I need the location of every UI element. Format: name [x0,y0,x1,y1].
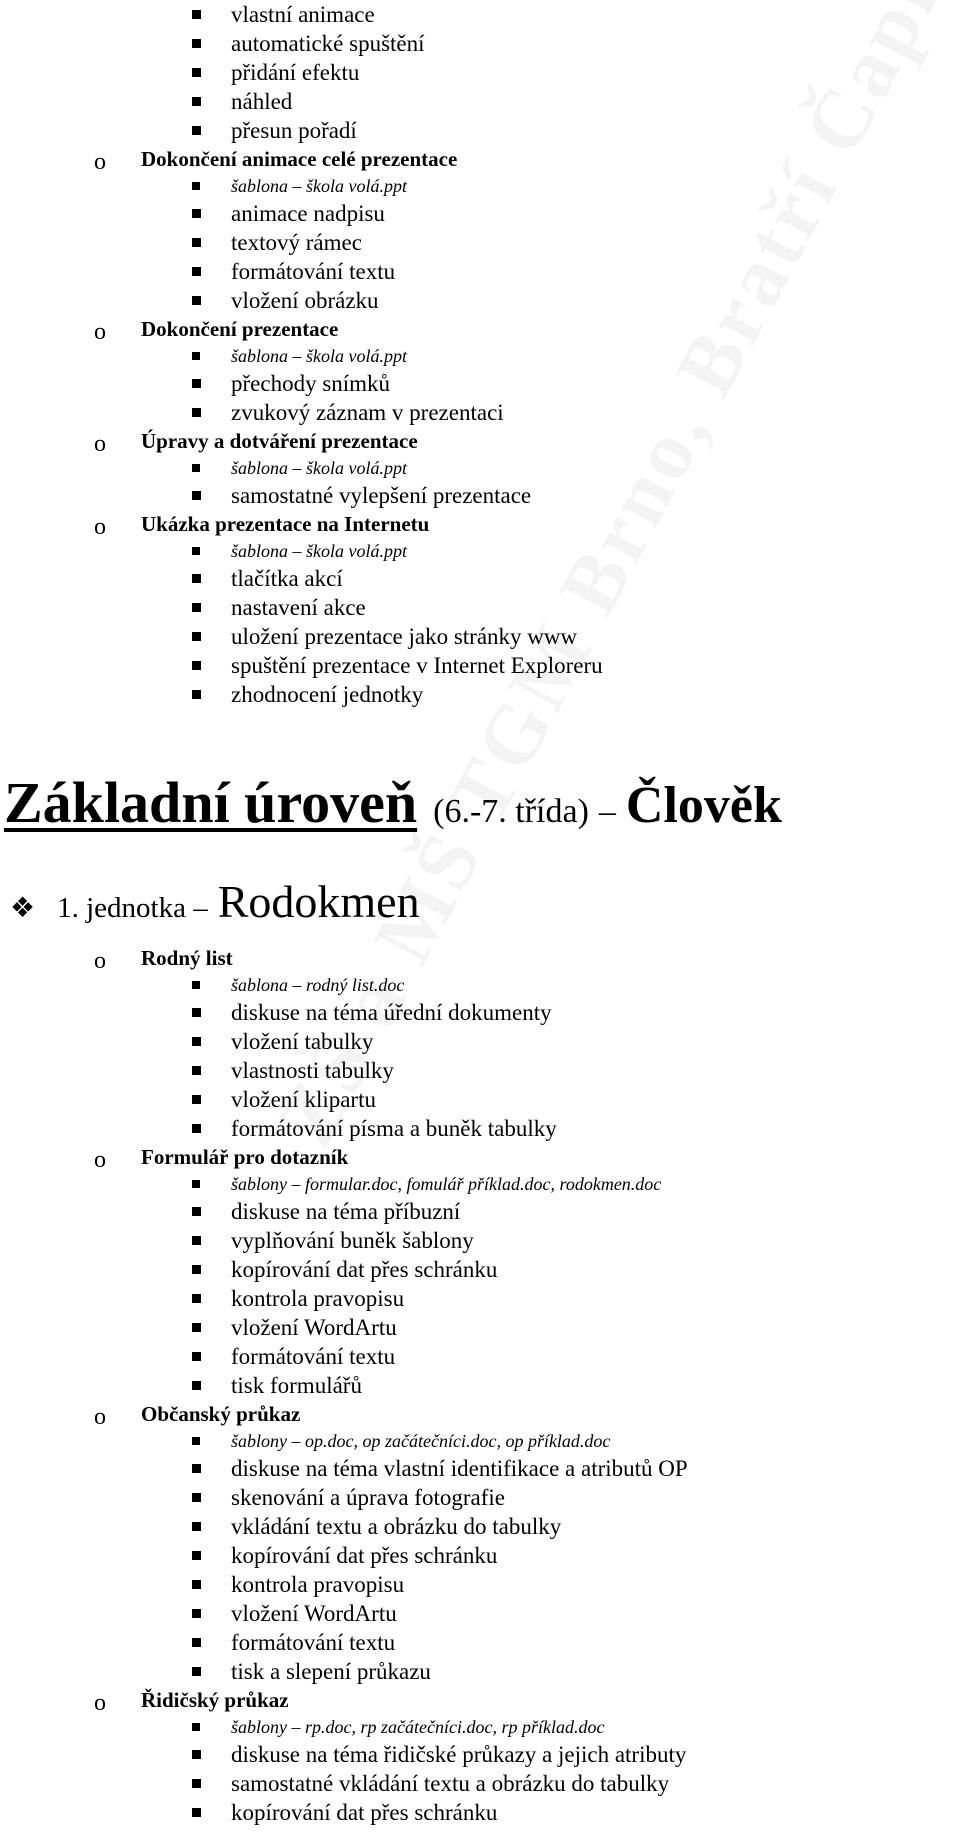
item-text: vložení klipartu [231,1087,376,1112]
section-heading [0,1143,960,1172]
item-text: automatické spuštění [231,31,425,56]
square-bullet-icon [192,379,201,388]
list-item [0,1114,960,1143]
square-bullet-icon [192,690,201,699]
outline-list-unit [0,944,960,1827]
list-item [0,1798,960,1827]
list-item [0,1657,960,1686]
list-item [0,1226,960,1255]
item-text: formátování textu [231,1344,396,1369]
circle-bullet-icon: o [94,514,106,540]
list-item [0,651,960,680]
square-bullet-icon [192,1808,201,1817]
square-bullet-icon [192,981,200,989]
square-bullet-icon [192,1066,201,1075]
square-bullet-icon [192,1236,201,1245]
level-title: Základní úroveň [4,770,418,835]
item-text: diskuse na téma příbuzní [231,1199,461,1224]
list-item [0,564,960,593]
item-text: Ukázka prezentace na Internetu [141,512,430,536]
square-bullet-icon [192,1638,201,1647]
section-heading [0,944,960,973]
square-bullet-icon [192,267,201,276]
square-bullet-icon [192,10,201,19]
item-text: tisk formulářů [231,1373,362,1398]
item-text: šablona – škola volá.ppt [231,176,407,196]
list-item [0,87,960,116]
item-text: Občanský průkaz [141,1402,301,1426]
template-file-item [0,973,960,998]
circle-bullet-icon: o [94,948,106,974]
item-text: skenování a úprava fotografie [231,1485,505,1510]
item-text: náhled [231,89,293,114]
square-bullet-icon [192,97,201,106]
item-text: šablony – rp.doc, rp začátečníci.doc, rp příklad.doc [231,1717,605,1737]
template-file-item [0,174,960,199]
square-bullet-icon [192,1609,201,1618]
grade-range: (6.-7. třída) [433,793,589,830]
item-text: kontrola pravopisu [231,1286,405,1311]
item-text: šablona – škola volá.ppt [231,541,407,561]
square-bullet-icon [192,1437,200,1445]
square-bullet-icon [192,1008,201,1017]
item-text: vlastní animace [231,2,375,27]
section-heading [0,1686,960,1715]
item-text: zvukový záznam v prezentaci [231,400,504,425]
item-text: diskuse na téma úřední dokumenty [231,1000,552,1025]
square-bullet-icon [192,1265,201,1274]
list-item [0,29,960,58]
square-bullet-icon [192,1580,201,1589]
section-heading [0,427,960,456]
item-text: animace nadpisu [231,201,385,226]
square-bullet-icon [192,408,201,417]
item-text: uložení prezentace jako stránky www [231,624,578,649]
list-item [0,1284,960,1313]
item-text: kontrola pravopisu [231,1572,405,1597]
square-bullet-icon [192,1464,201,1473]
item-text: textový rámec [231,230,362,255]
level-heading [4,768,782,838]
topic-title: Člověk [625,777,782,834]
list-item [0,0,960,29]
square-bullet-icon [192,1723,200,1731]
list-item [0,1313,960,1342]
item-text: Úpravy a dotváření prezentace [141,429,418,453]
list-item [0,199,960,228]
square-bullet-icon [192,352,200,360]
list-item [0,1769,960,1798]
item-text: tisk a slepení průkazu [231,1659,431,1684]
template-file-item [0,539,960,564]
diamond-bullet-icon: ❖ [10,893,36,924]
list-item [0,1056,960,1085]
square-bullet-icon [192,1124,201,1133]
list-item [0,1454,960,1483]
item-text: vkládání textu a obrázku do tabulky [231,1514,562,1539]
list-item [0,116,960,145]
square-bullet-icon [192,632,201,641]
item-text: šablony – op.doc, op začátečníci.doc, op příklad.doc [231,1431,611,1451]
square-bullet-icon [192,1522,201,1531]
list-item [0,481,960,510]
item-text: formátování písma a buněk tabulky [231,1116,557,1141]
square-bullet-icon [192,574,201,583]
item-text: vložení WordArtu [231,1601,397,1626]
item-text: přechody snímků [231,371,391,396]
template-file-item [0,1429,960,1454]
square-bullet-icon [192,39,201,48]
square-bullet-icon [192,603,201,612]
item-text: samostatné vkládání textu a obrázku do tabulky [231,1771,670,1796]
list-item [0,622,960,651]
list-item [0,1740,960,1769]
list-item [0,1628,960,1657]
list-item [0,58,960,87]
item-text: zhodnocení jednotky [231,682,424,707]
section-heading [0,145,960,174]
template-file-item [0,344,960,369]
template-file-item [0,456,960,481]
list-item [0,680,960,709]
item-text: vložení tabulky [231,1029,374,1054]
list-item [0,286,960,315]
section-heading [0,315,960,344]
item-text: formátování textu [231,259,396,284]
square-bullet-icon [192,491,201,500]
list-item [0,1027,960,1056]
square-bullet-icon [192,1750,201,1759]
square-bullet-icon [192,464,200,472]
square-bullet-icon [192,1037,201,1046]
list-item [0,1512,960,1541]
square-bullet-icon [192,1095,201,1104]
list-item [0,998,960,1027]
square-bullet-icon [192,1294,201,1303]
item-text: kopírování dat přes schránku [231,1543,498,1568]
item-text: nastavení akce [231,595,366,620]
item-text: formátování textu [231,1630,396,1655]
list-item [0,369,960,398]
square-bullet-icon [192,238,201,247]
square-bullet-icon [192,68,201,77]
item-text: vyplňování buněk šablony [231,1228,474,1253]
section-heading [0,510,960,539]
item-text: šablony – formular.doc, fomulář příklad.doc, rodokmen.doc [231,1174,662,1194]
item-text: Rodný list [141,946,233,970]
item-text: přidání efektu [231,60,360,85]
item-text: šablona – škola volá.ppt [231,458,407,478]
square-bullet-icon [192,296,201,305]
item-text: diskuse na téma vlastní identifikace a atributů OP [231,1456,688,1481]
square-bullet-icon [192,1180,200,1188]
item-text: Řidičský průkaz [141,1688,289,1712]
unit-prefix: 1. jednotka – [57,892,208,924]
list-item [0,1541,960,1570]
item-text: diskuse na téma řidičské průkazy a jejich atributy [231,1742,687,1767]
list-item [0,1197,960,1226]
item-text: šablona – škola volá.ppt [231,346,407,366]
item-text: vložení WordArtu [231,1315,397,1340]
item-text: vlastnosti tabulky [231,1058,394,1083]
square-bullet-icon [192,126,201,135]
list-item [0,593,960,622]
item-text: Dokončení prezentace [141,317,339,341]
item-text: spuštění prezentace v Internet Exploreru [231,653,603,678]
item-text: Dokončení animace celé prezentace [141,147,458,171]
circle-bullet-icon: o [94,431,106,457]
square-bullet-icon [192,1381,201,1390]
square-bullet-icon [192,1551,201,1560]
circle-bullet-icon: o [94,149,106,175]
circle-bullet-icon: o [94,1690,106,1716]
template-file-item [0,1715,960,1740]
square-bullet-icon [192,1493,201,1502]
list-item [0,1371,960,1400]
square-bullet-icon [192,1323,201,1332]
item-text: šablona – rodný list.doc [231,975,405,995]
outline-list-top [0,0,960,709]
circle-bullet-icon: o [94,1147,106,1173]
unit-name: Rodokmen [217,876,420,927]
list-item [0,228,960,257]
template-file-item [0,1172,960,1197]
square-bullet-icon [192,1352,201,1361]
square-bullet-icon [192,1667,201,1676]
square-bullet-icon [192,547,200,555]
circle-bullet-icon: o [94,319,106,345]
list-item [0,1570,960,1599]
square-bullet-icon [192,1207,201,1216]
list-item [0,1255,960,1284]
item-text: tlačítka akcí [231,566,343,591]
list-item [0,1342,960,1371]
unit-heading [10,872,420,932]
item-text: kopírování dat přes schránku [231,1257,498,1282]
section-heading [0,1400,960,1429]
square-bullet-icon [192,182,200,190]
list-item [0,257,960,286]
circle-bullet-icon: o [94,1404,106,1430]
square-bullet-icon [192,209,201,218]
item-text: přesun pořadí [231,118,357,143]
list-item [0,1483,960,1512]
list-item [0,1085,960,1114]
square-bullet-icon [192,1779,201,1788]
heading-dash: – [598,793,616,830]
list-item [0,398,960,427]
square-bullet-icon [192,661,201,670]
list-item [0,1599,960,1628]
item-text: samostatné vylepšení prezentace [231,483,532,508]
item-text: kopírování dat přes schránku [231,1800,498,1825]
item-text: Formulář pro dotazník [141,1145,349,1169]
item-text: vložení obrázku [231,288,379,313]
